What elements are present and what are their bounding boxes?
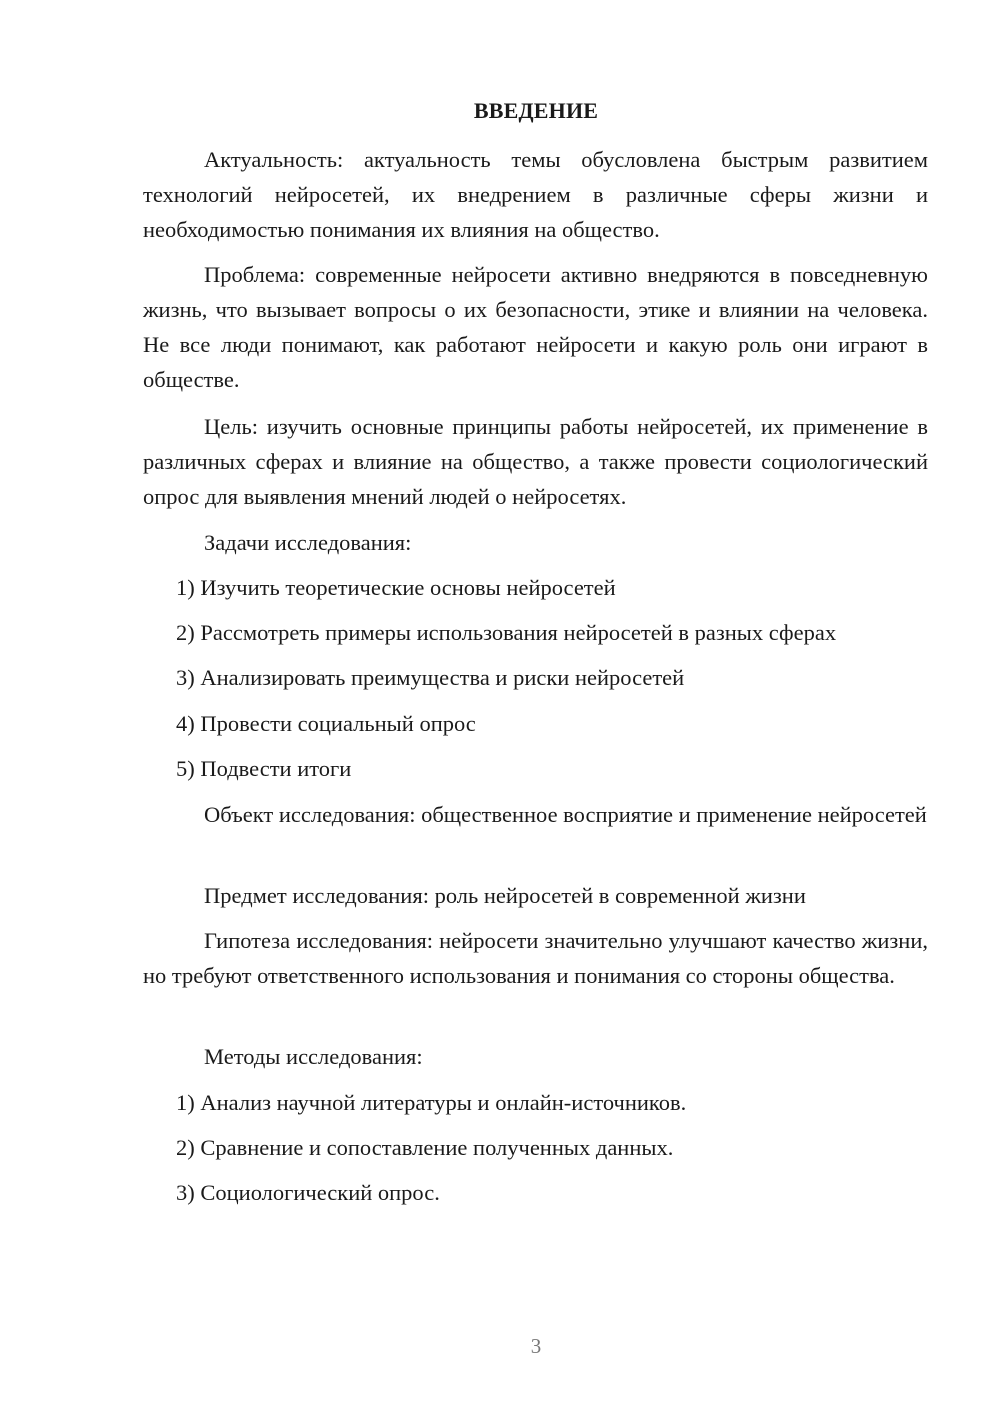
task-item-4: 4) Провести социальный опрос bbox=[176, 711, 476, 736]
method-item-1: 1) Анализ научной литературы и онлайн-источников. bbox=[176, 1090, 687, 1115]
task-item-1: 1) Изучить теоретические основы нейросетей bbox=[176, 575, 616, 600]
task-item-3: 3) Анализировать преимущества и риски нейросетей bbox=[176, 665, 685, 690]
method-item-3: 3) Социологический опрос. bbox=[176, 1180, 440, 1205]
paragraph-goal: Цель: изучить основные принципы работы нейросетей, их применение в различных сферах и влияние на общество, а также провести социологический опрос для выявления мнений людей о нейросетях. bbox=[143, 414, 928, 509]
paragraph-relevance: Актуальность: актуальность темы обусловлена быстрым развитием технологий нейросетей, их внедрением в различные сферы жизни и необходимостью понимания их влияния на общество. bbox=[143, 147, 928, 242]
paragraph-problem: Проблема: современные нейросети активно внедряются в повседневную жизнь, что вызывает вопросы о их безопасности, этике и влиянии на человека. Не все люди понимают, как работают нейросети и какую роль они играют в обществе. bbox=[143, 262, 928, 392]
paragraph-subject: Предмет исследования: роль нейросетей в современной жизни bbox=[204, 883, 806, 908]
section-title: ВВЕДЕНИЕ bbox=[473, 98, 599, 123]
methods-heading: Методы исследования: bbox=[204, 1044, 423, 1069]
task-item-2: 2) Рассмотреть примеры использования нейросетей в разных сферах bbox=[176, 620, 837, 645]
task-item-5: 5) Подвести итоги bbox=[176, 756, 352, 781]
page-number: 3 bbox=[530, 1334, 542, 1358]
tasks-heading: Задачи исследования: bbox=[204, 530, 412, 555]
paragraph-object: Объект исследования: общественное восприятие и применение нейросетей bbox=[204, 802, 927, 827]
paragraph-hypothesis: Гипотеза исследования: нейросети значительно улучшают качество жизни, но требуют ответственного использования и понимания со стороны общества. bbox=[143, 928, 928, 988]
method-item-2: 2) Сравнение и сопоставление полученных данных. bbox=[176, 1135, 674, 1160]
